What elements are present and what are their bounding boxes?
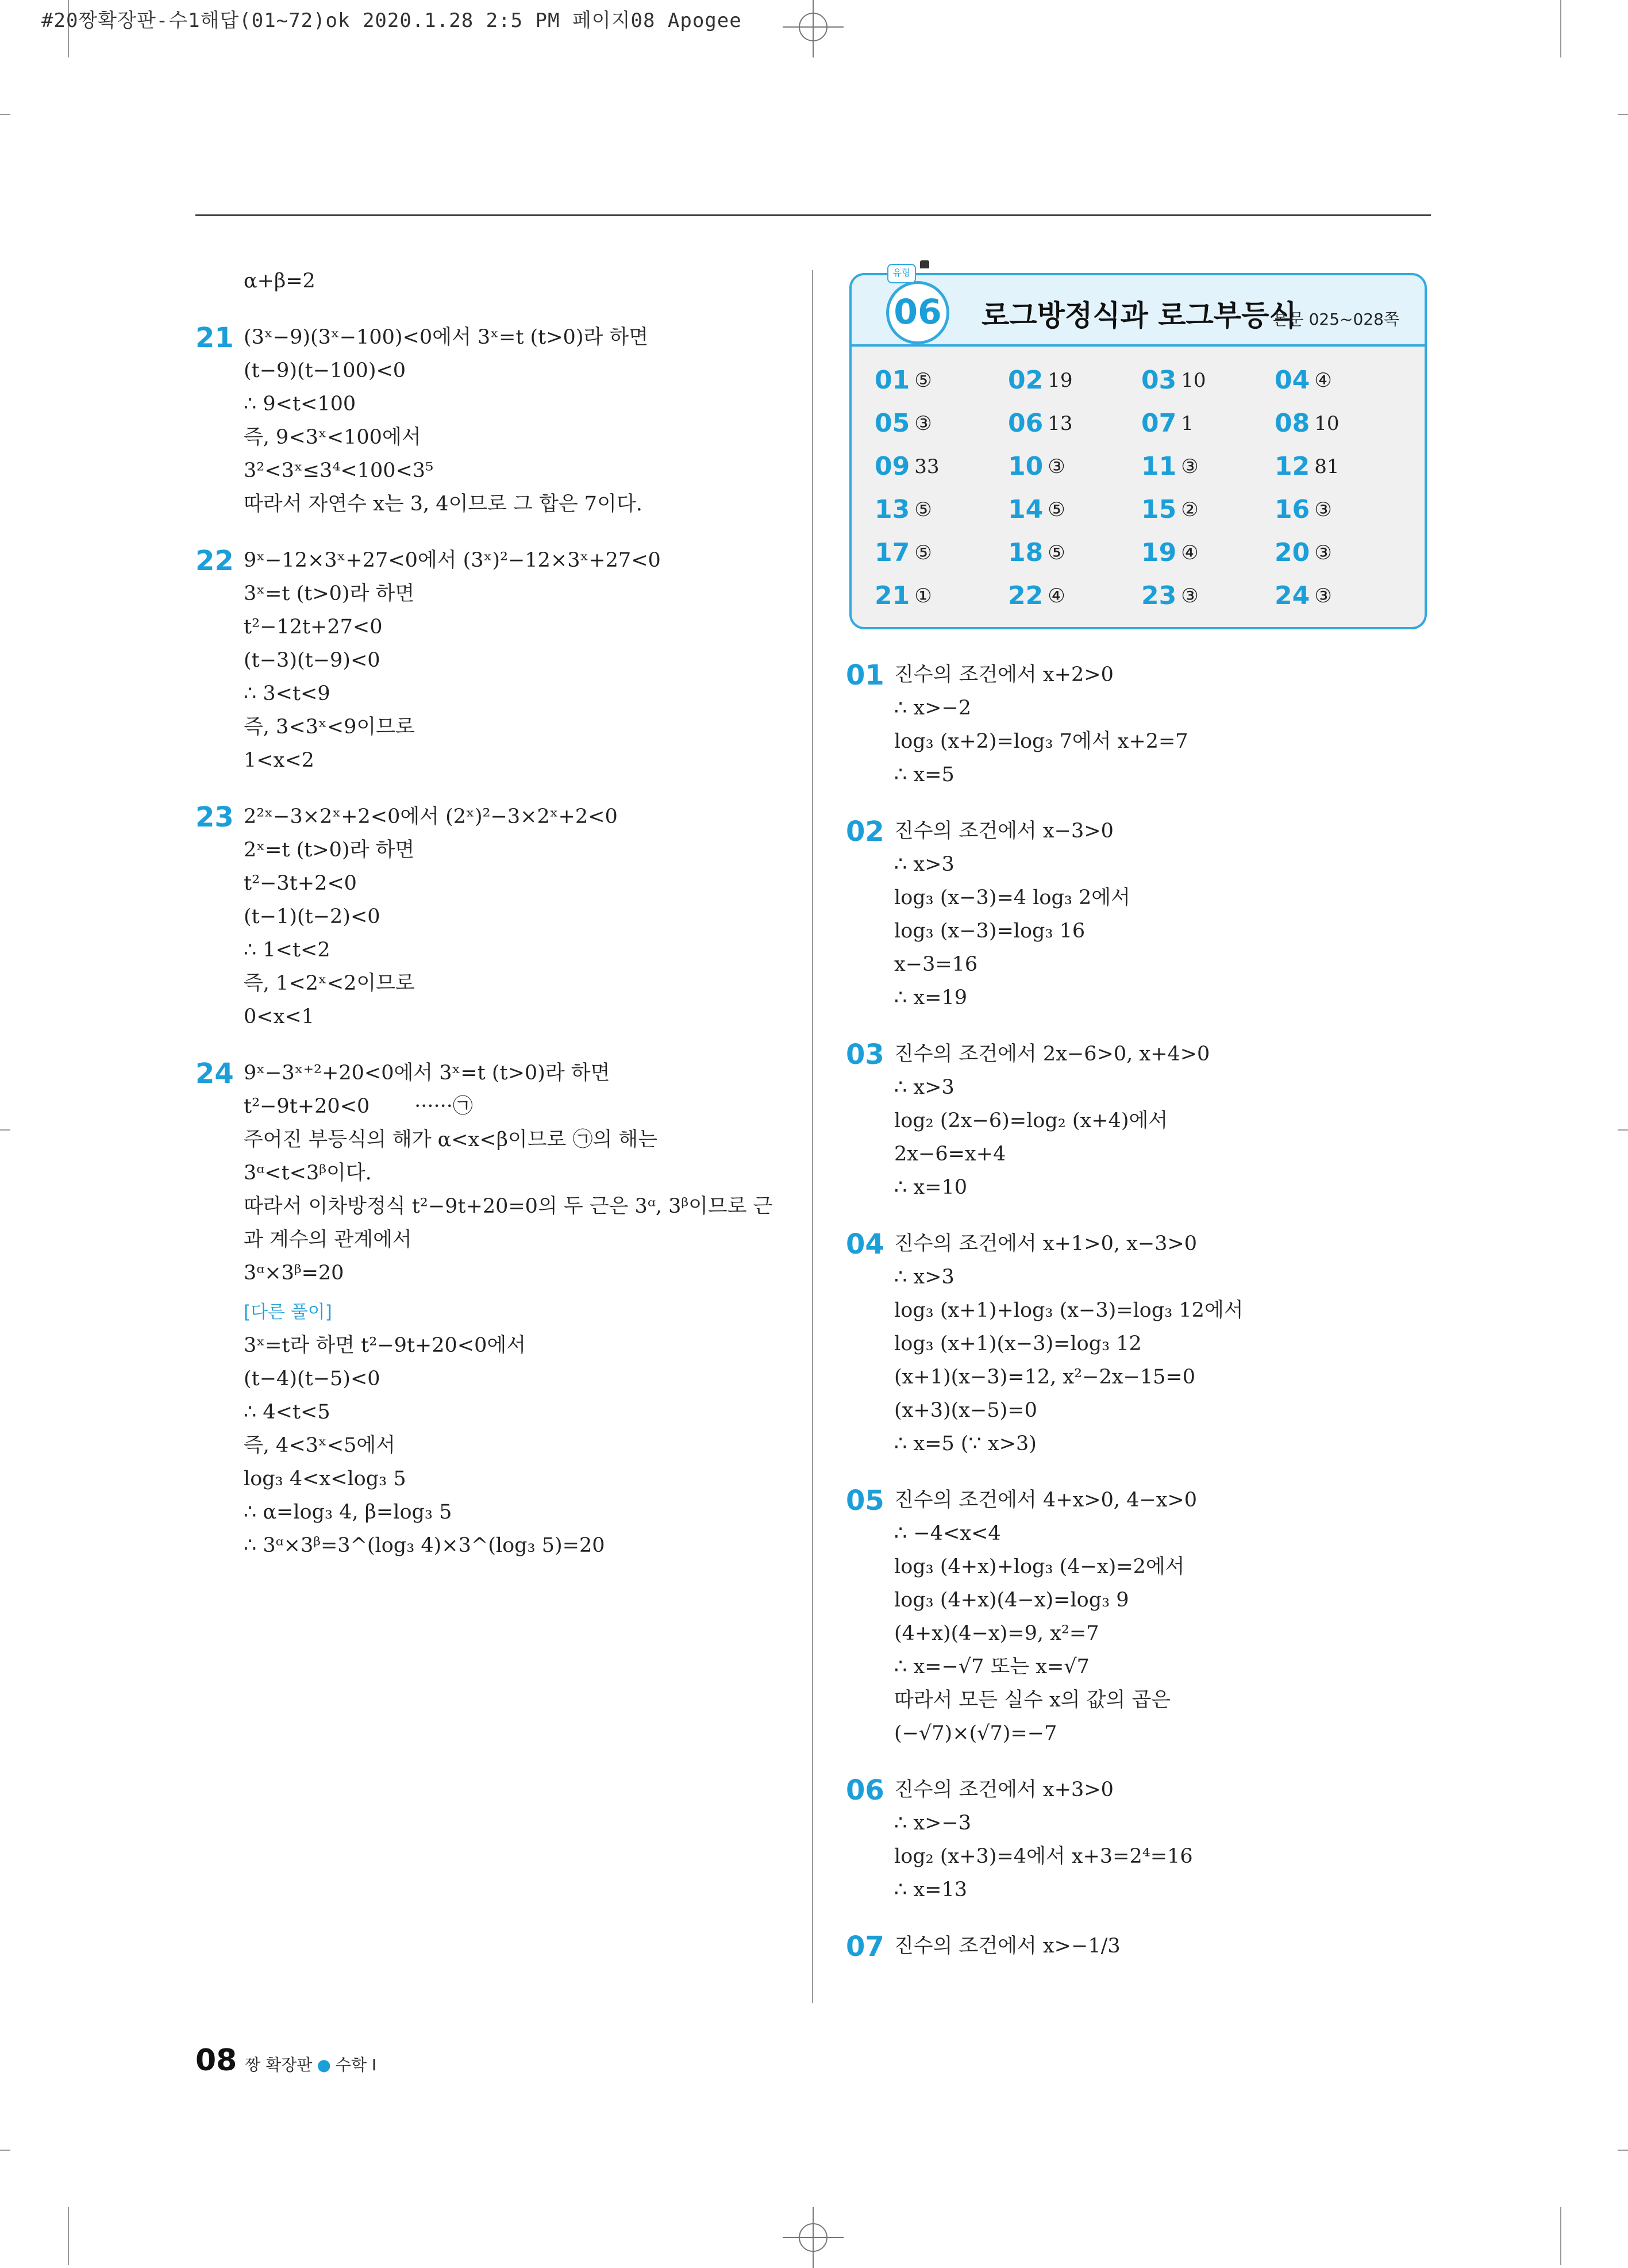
page-footer <box>195 2043 376 2078</box>
answer-item <box>875 495 1008 524</box>
answer-item <box>1275 581 1408 610</box>
answer-number: 11 <box>1141 452 1177 481</box>
solution-21 <box>195 321 793 521</box>
answer-grid <box>875 359 1409 617</box>
answer-number: 05 <box>875 409 910 438</box>
problem-number: 07 <box>846 1931 884 1963</box>
answer-number: 14 <box>1008 495 1044 524</box>
solution-line: (x+1)(x−3)=12, x²−2x−15=0 <box>894 1366 1195 1389</box>
solution-line: 진수의 조건에서 x+1>0, x−3>0 <box>894 1232 1198 1255</box>
answer-item <box>1008 366 1141 395</box>
answer-value: ⑤ <box>914 541 932 564</box>
solution-line: ∴ x=19 <box>894 986 967 1009</box>
answer-value: ③ <box>1314 584 1332 608</box>
answer-number: 10 <box>1008 452 1044 481</box>
answer-item <box>1275 538 1408 567</box>
book-title: 짱 확장판 <box>245 2055 313 2074</box>
answer-item <box>1275 366 1408 395</box>
solution-line: (x+3)(x−5)=0 <box>894 1399 1037 1422</box>
solution-line: 따라서 모든 실수 x의 값의 곱은 <box>894 1689 1171 1712</box>
solution-line: (t−1)(t−2)<0 <box>244 905 380 928</box>
solution-line: ∴ x=10 <box>894 1176 967 1199</box>
solution-line: ∴ 1<t<2 <box>244 939 330 962</box>
solution-line: ∴ 9<t<100 <box>244 393 356 416</box>
problem-number: 24 <box>195 1058 234 1090</box>
problem-number: 23 <box>195 801 234 833</box>
answer-value: ① <box>914 584 932 608</box>
solution-line: log₂ (2x−6)=log₂ (x+4)에서 <box>894 1109 1168 1132</box>
answer-value: 1 <box>1181 412 1194 435</box>
answer-value: ⑤ <box>1048 541 1065 564</box>
solution-line: (−√7)×(√7)=−7 <box>894 1722 1057 1745</box>
answer-number: 03 <box>1141 366 1177 395</box>
solution-line: 9ˣ−3ˣ⁺²+20<0에서 3ˣ=t (t>0)라 하면 <box>244 1062 610 1085</box>
solution-line: log₃ (x−3)=4 log₃ 2에서 <box>894 886 1130 909</box>
answer-item <box>1141 452 1275 481</box>
answer-item <box>1141 409 1275 438</box>
answer-row <box>875 445 1409 488</box>
subject-name: 수학 Ⅰ <box>335 2055 377 2074</box>
answer-number: 16 <box>1275 495 1310 524</box>
answer-item <box>1141 581 1275 610</box>
answer-item <box>875 452 1008 481</box>
crop-mark <box>68 2207 69 2265</box>
solution-line: t²−9t+20<0 ······㉠ <box>244 1095 473 1118</box>
answer-number: 04 <box>1275 366 1310 395</box>
solution-line: 1<x<2 <box>244 749 314 772</box>
stopwatch-icon <box>920 260 929 268</box>
solution-line: 진수의 조건에서 x−3>0 <box>894 820 1114 843</box>
solution-line: (4+x)(4−x)=9, x²=7 <box>894 1622 1099 1645</box>
solution-line: 과 계수의 관계에서 <box>244 1228 412 1251</box>
solution-line: log₃ (x−3)=log₃ 16 <box>894 920 1086 943</box>
answer-item <box>1008 409 1141 438</box>
problem-number: 03 <box>846 1039 884 1071</box>
answer-value: ⑤ <box>1048 498 1065 521</box>
problem-number: 05 <box>846 1485 884 1517</box>
answer-value: 10 <box>1181 368 1206 392</box>
solution-line: 즉, 4<3ˣ<5에서 <box>244 1434 395 1457</box>
registration-mark <box>799 2223 828 2252</box>
answer-number: 06 <box>1008 409 1044 438</box>
solution-line: ∴ 3ᵅ×3ᵝ=3^(log₃ 4)×3^(log₃ 5)=20 <box>244 1534 605 1557</box>
crop-mark <box>0 1129 10 1131</box>
solution-line: 진수의 조건에서 2x−6>0, x+4>0 <box>894 1043 1210 1066</box>
answer-value: 13 <box>1048 412 1073 435</box>
answer-row <box>875 359 1409 402</box>
answer-number: 18 <box>1008 538 1044 567</box>
solution-03 <box>846 1037 1432 1204</box>
solution-line: log₃ (x+1)(x−3)=log₃ 12 <box>894 1332 1142 1355</box>
answer-row <box>875 488 1409 531</box>
print-header: #20짱확장판-수1해답(01~72)ok 2020.1.28 2:5 PM 페이지08 Apogee <box>41 9 742 32</box>
answer-number: 19 <box>1141 538 1177 567</box>
answer-item <box>875 409 1008 438</box>
answer-value: ④ <box>1181 541 1199 564</box>
badge-tag: 유형 <box>887 264 916 283</box>
answer-value: 10 <box>1314 412 1340 435</box>
solution-line: log₃ (4+x)(4−x)=log₃ 9 <box>894 1589 1129 1612</box>
answer-item <box>1275 409 1408 438</box>
answer-value: ③ <box>914 412 932 435</box>
answer-value: ③ <box>1181 584 1199 608</box>
solution-line: 즉, 1<2ˣ<2이므로 <box>244 972 415 995</box>
problem-number: 06 <box>846 1774 884 1806</box>
solution-line: 즉, 9<3ˣ<100에서 <box>244 426 421 449</box>
answer-item <box>1141 495 1275 524</box>
answer-item <box>1275 452 1408 481</box>
solution-01 <box>846 658 1432 791</box>
solution-line: 3ˣ=t라 하면 t²−9t+20<0에서 <box>244 1334 526 1357</box>
answer-number: 15 <box>1141 495 1177 524</box>
answer-item <box>1008 452 1141 481</box>
solution-line: ∴ −4<x<4 <box>894 1522 1001 1545</box>
answer-value: ④ <box>1048 584 1065 608</box>
solution-line: 3ᵅ<t<3ᵝ이다. <box>244 1162 372 1185</box>
answer-number: 09 <box>875 452 910 481</box>
solution-line: ∴ x=5 (∵ x>3) <box>894 1432 1037 1455</box>
answer-box-header <box>852 267 1425 347</box>
solution-line: (t−9)(t−100)<0 <box>244 359 406 382</box>
solution-line: 3ˣ=t (t>0)라 하면 <box>244 582 415 605</box>
answer-row <box>875 574 1409 617</box>
solution-04 <box>846 1227 1432 1460</box>
answer-number: 02 <box>1008 366 1044 395</box>
solution-line: 2ˣ=t (t>0)라 하면 <box>244 839 415 862</box>
solution-line: 3²<3ˣ≤3⁴<100<3⁵ <box>244 459 434 482</box>
solution-line: log₃ (x+1)+log₃ (x−3)=log₃ 12에서 <box>894 1299 1244 1322</box>
solution-line: 진수의 조건에서 x>−1/3 <box>894 1935 1121 1958</box>
answer-number: 21 <box>875 581 910 610</box>
solution-line: ∴ x=5 <box>894 763 955 786</box>
solution-line: 진수의 조건에서 x+3>0 <box>894 1778 1114 1801</box>
crop-mark <box>1560 0 1561 57</box>
solution-line: 2²ˣ−3×2ˣ+2<0에서 (2ˣ)²−3×2ˣ+2<0 <box>244 805 618 828</box>
answer-number: 08 <box>1275 409 1310 438</box>
answer-value: 19 <box>1048 368 1073 392</box>
answer-value: ② <box>1181 498 1199 521</box>
solution-02 <box>846 814 1432 1014</box>
problem-number: 22 <box>195 545 234 577</box>
answer-number: 23 <box>1141 581 1177 610</box>
answer-item <box>875 581 1008 610</box>
solution-line: 진수의 조건에서 x+2>0 <box>894 663 1114 686</box>
solution-05 <box>846 1483 1432 1750</box>
solution-06 <box>846 1773 1432 1906</box>
right-column <box>846 658 1432 1986</box>
answer-number: 07 <box>1141 409 1177 438</box>
answer-value: ⑤ <box>914 498 932 521</box>
problem-number: 04 <box>846 1228 884 1260</box>
solution-line: (3ˣ−9)(3ˣ−100)<0에서 3ˣ=t (t>0)라 하면 <box>244 326 649 349</box>
answer-item <box>1275 495 1408 524</box>
solution-line: ∴ x>3 <box>894 853 955 876</box>
solution-23 <box>195 800 793 1033</box>
solution-line: log₃ (4+x)+log₃ (4−x)=2에서 <box>894 1555 1185 1578</box>
bullet-dot-icon: ● <box>317 2055 331 2074</box>
solution-line: 진수의 조건에서 4+x>0, 4−x>0 <box>894 1489 1198 1512</box>
solution-line: ∴ 4<t<5 <box>244 1401 330 1424</box>
left-column <box>195 264 793 1585</box>
answer-number: 22 <box>1008 581 1044 610</box>
answer-number: 24 <box>1275 581 1310 610</box>
answer-item <box>875 538 1008 567</box>
answer-item <box>1008 495 1141 524</box>
crop-mark <box>1618 1129 1628 1131</box>
answer-number: 01 <box>875 366 910 395</box>
solution-line: 9ˣ−12×3ˣ+27<0에서 (3ˣ)²−12×3ˣ+27<0 <box>244 549 661 572</box>
solution-line: 0<x<1 <box>244 1005 314 1028</box>
solution-line: x−3=16 <box>894 953 978 976</box>
solution-line: 주어진 부등식의 해가 α<x<β이므로 ㉠의 해는 <box>244 1128 658 1151</box>
answer-number: 17 <box>875 538 910 567</box>
crop-mark <box>1560 2207 1561 2265</box>
solution-line: ∴ x=−√7 또는 x=√7 <box>894 1655 1090 1678</box>
continuation-line: α+β=2 <box>244 270 315 293</box>
problem-number: 01 <box>846 659 884 691</box>
answer-item <box>1141 538 1275 567</box>
section-title: 로그방정식과 로그부등식 <box>982 299 1297 332</box>
answer-value: ③ <box>1314 541 1332 564</box>
answer-key-box <box>849 267 1427 629</box>
alt-solution-label: [다른 풀이] <box>244 1302 332 1323</box>
problem-number: 21 <box>195 322 234 354</box>
column-divider <box>812 270 813 2003</box>
answer-number: 20 <box>1275 538 1310 567</box>
answer-number: 12 <box>1275 452 1310 481</box>
answer-item <box>1141 366 1275 395</box>
answer-item <box>1008 538 1141 567</box>
solution-line: log₂ (x+3)=4에서 x+3=2⁴=16 <box>894 1845 1193 1868</box>
solution-line: t²−12t+27<0 <box>244 616 383 639</box>
solution-22 <box>195 544 793 777</box>
solution-line: ∴ 3<t<9 <box>244 682 330 705</box>
registration-mark <box>799 13 828 41</box>
solution-line: ∴ x>3 <box>894 1076 955 1099</box>
answer-item <box>1008 581 1141 610</box>
answer-value: ③ <box>1314 498 1332 521</box>
solution-07 <box>846 1929 1432 1963</box>
solution-line: 2x−6=x+4 <box>894 1143 1006 1166</box>
answer-row <box>875 402 1409 445</box>
page-number: 08 <box>195 2043 237 2078</box>
answer-value: ③ <box>1181 455 1199 478</box>
answer-value: 33 <box>914 455 940 478</box>
solution-line: (t−4)(t−5)<0 <box>244 1367 380 1390</box>
solution-line: log₃ 4<x<log₃ 5 <box>244 1467 406 1490</box>
crop-mark <box>0 114 10 115</box>
solution-line: (t−3)(t−9)<0 <box>244 649 380 672</box>
solution-24 <box>195 1056 793 1562</box>
crop-mark <box>1618 2150 1628 2151</box>
answer-value: 81 <box>1314 455 1340 478</box>
crop-mark <box>0 2150 10 2151</box>
crop-mark <box>1618 114 1628 115</box>
answer-row <box>875 531 1409 574</box>
solution-line: t²−3t+2<0 <box>244 872 357 895</box>
solution-line: ∴ x>−2 <box>894 697 972 720</box>
answer-value: ③ <box>1048 455 1065 478</box>
solution-line: 따라서 이차방정식 t²−9t+20=0의 두 근은 3ᵅ, 3ᵝ이므로 근 <box>244 1195 773 1218</box>
solution-line: ∴ x>3 <box>894 1266 955 1289</box>
section-number-badge: 06 <box>886 281 949 344</box>
solution-line: ∴ x=13 <box>894 1878 967 1901</box>
top-rule <box>195 214 1431 216</box>
solution-line: log₃ (x+2)=log₃ 7에서 x+2=7 <box>894 730 1188 753</box>
solution-line: ∴ α=log₃ 4, β=log₃ 5 <box>244 1501 452 1524</box>
answer-item <box>875 366 1008 395</box>
page-reference: 본문 025~028쪽 <box>1272 310 1399 329</box>
answer-number: 13 <box>875 495 910 524</box>
solution-line: 3ᵅ×3ᵝ=20 <box>244 1262 344 1285</box>
problem-number: 02 <box>846 816 884 848</box>
answer-value: ⑤ <box>914 368 932 392</box>
solution-line: 즉, 3<3ˣ<9이므로 <box>244 716 415 739</box>
solution-line: ∴ x>−3 <box>894 1812 972 1835</box>
solution-line: 따라서 자연수 x는 3, 4이므로 그 합은 7이다. <box>244 493 642 516</box>
answer-value: ④ <box>1314 368 1332 392</box>
